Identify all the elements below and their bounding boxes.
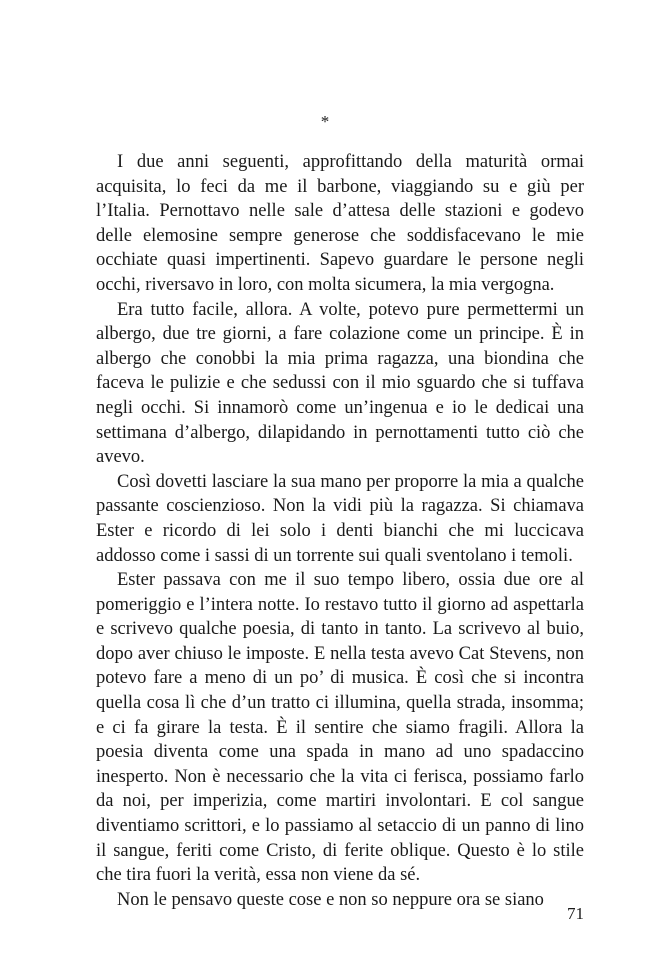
paragraph: Non le pensavo queste cose e non so neppure ora se siano [117, 889, 544, 910]
paragraph: I due anni seguenti, approfittando della maturità ormai acquisita, lo feci da me il barbone, viaggiando su e giù per l’Italia. Pernottavo nelle sale d’attesa delle stazioni e godevo delle elemosine sempre generose che soddisfacevano le mie occhiate quasi impertinenti. Sapevo guardare le persone negli occhi, riversavo in loro, con molta sicumera, la mia vergogna. [96, 152, 584, 295]
body-text [96, 150, 584, 912]
page-number: 71 [567, 904, 584, 923]
paragraph: Ester passava con me il suo tempo libero, ossia due ore al pomeriggio e l’intera notte. Io restavo tutto il giorno ad aspettarla e scrivevo qualche poesia, di tanto in tanto. La scrivevo al buio, dopo aver chiuso le imposte. E nella testa avevo Cat Stevens, non potevo fare a meno di un po’ di musica. È così che si incontra quella cosa lì che d’un tratto ci illumina, quella strada, insomma; e ci fa girare la testa. È il sentire che siamo fragili. Allora la poesia diventa come una spada in mano ad uno spadaccino inesperto. Non è necessario che la vita ci ferisca, possiamo farlo da noi, per imperizia, come martiri involontari. E col sangue diventiamo scrittori, e lo passiamo al setaccio di un panno di lino il sangue, feriti come Cristo, di ferite oblique. Questo è lo stile che tira fuori la verità, essa non viene da sé. [96, 570, 584, 886]
section-separator: * [320, 112, 330, 131]
paragraph: Era tutto facile, allora. A volte, potevo pure permettermi un albergo, due tre giorni, a fare colazione come un principe. È in albergo che conobbi la mia prima ragazza, una biondina che faceva le pulizie e che sedussi con il mio sguardo che si tuffava negli occhi. Si innamorò come un’ingenua e io le dedicai una settimana d’albergo, dilapidando in pernottamenti tutto ciò che avevo. [96, 299, 584, 468]
paragraph: Così dovetti lasciare la sua mano per proporre la mia a qualche passante coscienzioso. Non la vidi più la ragazza. Si chiamava Ester e ricordo di lei solo i denti bianchi che mi luccicava addosso come i sassi di un torrente sui quali sventolano i temoli. [96, 471, 584, 566]
